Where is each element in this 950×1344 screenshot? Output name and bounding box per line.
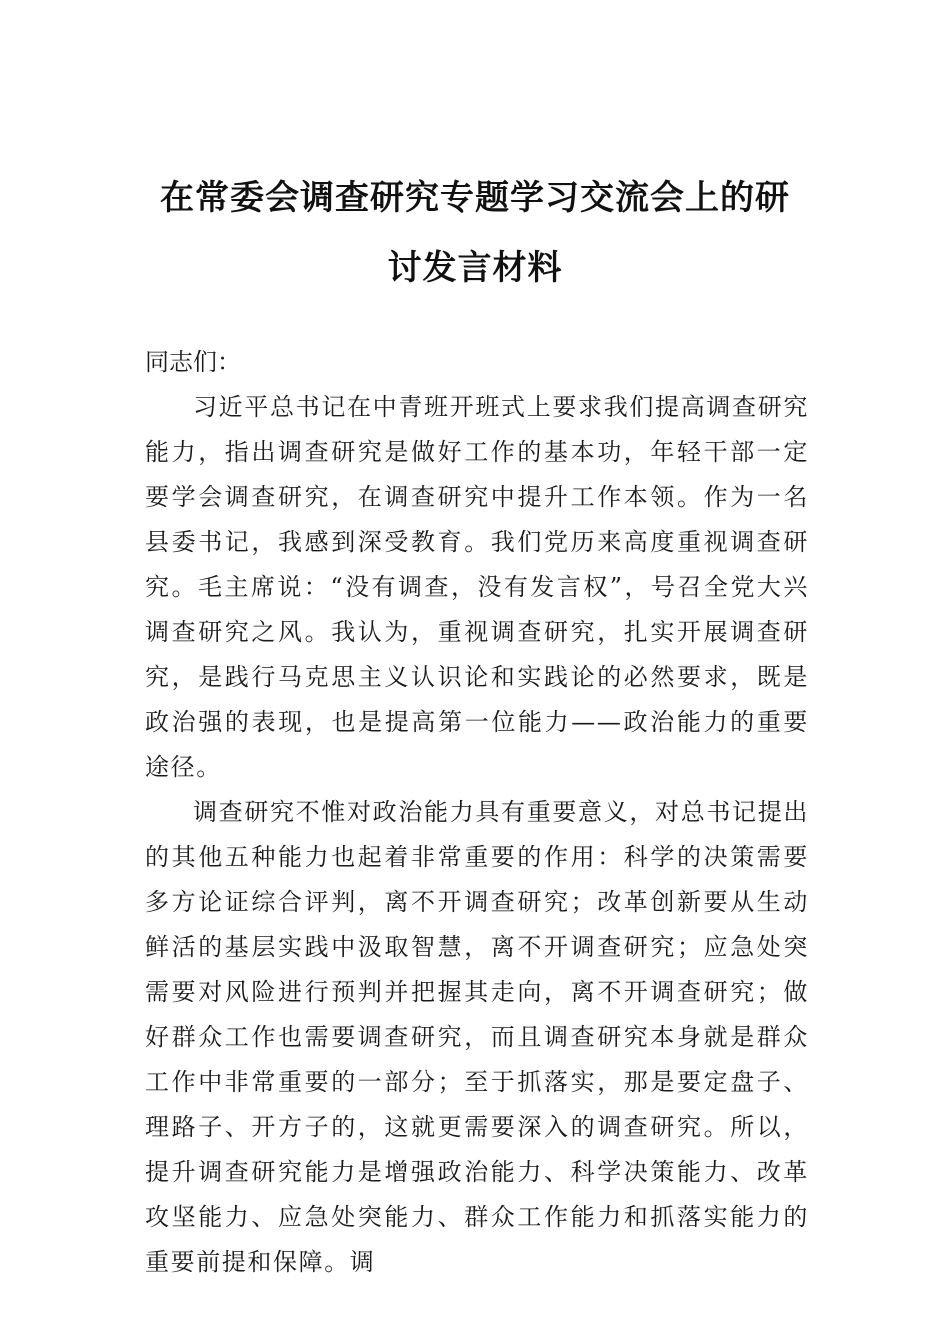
document-body: [145, 385, 809, 1285]
greeting: 同志们：: [145, 348, 241, 376]
body-paragraph-1: 习近平总书记在中青班开班式上要求我们提高调查研究能力，指出调查研究是做好工作的基本功，年轻干部一定要学会调查研究，在调查研究中提升工作本领。作为一名县委书记，我感到深受教育。我们党历来高度重视调查研究。毛主席说：“没有调查，没有发言权”，号召全党大兴调查研究之风。我认为，重视调查研究，扎实开展调查研究，是践行马克思主义认识论和实践论的必然要求，既是政治强的表现，也是提高第一位能力——政治能力的重要途径。: [145, 393, 809, 781]
document-title-line-1: 在常委会调查研究专题学习交流会上的研: [160, 178, 790, 218]
document-title-line-2: 讨发言材料: [387, 248, 563, 288]
body-paragraph-2: 调查研究不惟对政治能力具有重要意义，对总书记提出的其他五种能力也起着非常重要的作用：科学的决策需要多方论证综合评判，离不开调查研究；改革创新要从生动鲜活的基层实践中汲取智慧，离不开调查研究；应急处突需要对风险进行预判并把握其走向，离不开调查研究；做好群众工作也需要调查研究，而且调查研究本身就是群众工作中非常重要的一部分；至于抓落实，那是要定盘子、理路子、开方子的，这就更需要深入的调查研究。所以，提升调查研究能力是增强政治能力、科学决策能力、改革攻坚能力、应急处突能力、群众工作能力和抓落实能力的重要前提和保障。调: [145, 798, 809, 1276]
